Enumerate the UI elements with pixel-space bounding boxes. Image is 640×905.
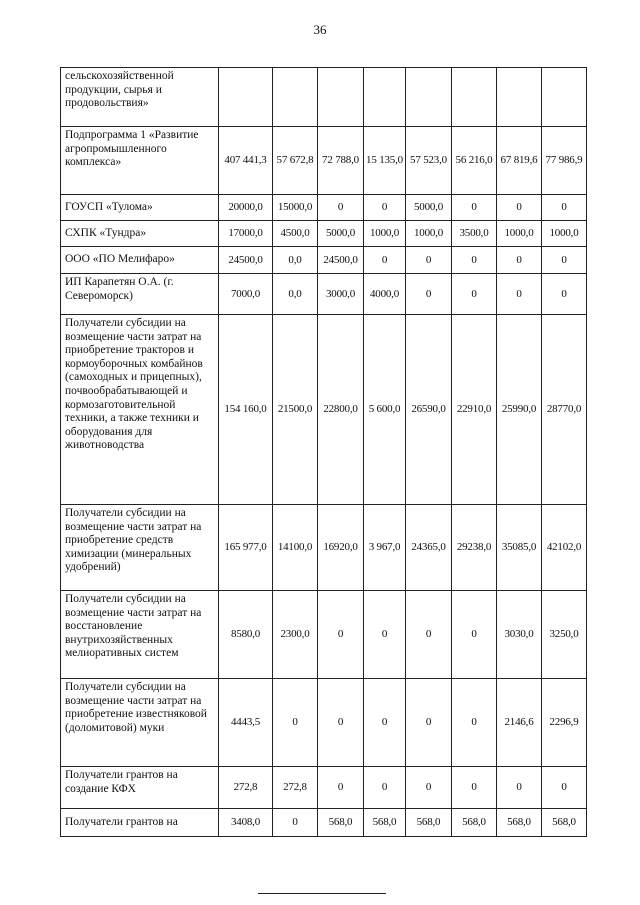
value-cell: 26590,0: [406, 315, 452, 505]
value-cell: 165 977,0: [219, 505, 273, 591]
value-cell: 29238,0: [452, 505, 497, 591]
value-cell: 22910,0: [452, 315, 497, 505]
value-cell: 3 967,0: [364, 505, 406, 591]
value-cell: 21500,0: [273, 315, 318, 505]
value-cell: [497, 68, 542, 127]
value-cell: 42102,0: [542, 505, 587, 591]
value-cell: 154 160,0: [219, 315, 273, 505]
budget-table: [60, 67, 587, 837]
value-cell: 67 819,6: [497, 127, 542, 195]
value-cell: 568,0: [497, 809, 542, 837]
value-cell: 22800,0: [318, 315, 364, 505]
row-label: Получатели грантов на: [61, 809, 219, 837]
value-cell: 0: [318, 591, 364, 679]
value-cell: 17000,0: [219, 221, 273, 247]
value-cell: 24365,0: [406, 505, 452, 591]
table-body: [61, 68, 587, 837]
value-cell: 0: [364, 591, 406, 679]
value-cell: 0: [452, 767, 497, 809]
row-label: Получатели грантов на создание КФХ: [61, 767, 219, 809]
value-cell: 3250,0: [542, 591, 587, 679]
row-label: Получатели субсидии на возмещение части затрат на приобретение известняковой (доломитовой) муки: [61, 679, 219, 767]
value-cell: 0: [452, 274, 497, 315]
row-label: Получатели субсидии на возмещение части затрат на восстановление внутрихозяйственных мелиоративных систем: [61, 591, 219, 679]
value-cell: 20000,0: [219, 195, 273, 221]
value-cell: 0: [542, 767, 587, 809]
value-cell: [318, 68, 364, 127]
value-cell: 2300,0: [273, 591, 318, 679]
value-cell: 0: [452, 591, 497, 679]
value-cell: 15 135,0: [364, 127, 406, 195]
table-row: [61, 315, 587, 505]
table-row: [61, 591, 587, 679]
value-cell: 0: [364, 767, 406, 809]
value-cell: 4000,0: [364, 274, 406, 315]
value-cell: 0: [406, 679, 452, 767]
table-row: [61, 809, 587, 837]
value-cell: 1000,0: [497, 221, 542, 247]
value-cell: 568,0: [406, 809, 452, 837]
row-label: Получатели субсидии на возмещение части затрат на приобретение средств химизации (минеральных удобрений): [61, 505, 219, 591]
row-label: ООО «ПО Мелифаро»: [61, 247, 219, 274]
table-row: [61, 221, 587, 247]
value-cell: [406, 68, 452, 127]
value-cell: 16920,0: [318, 505, 364, 591]
value-cell: 0,0: [273, 247, 318, 274]
value-cell: 0: [497, 274, 542, 315]
table-row: [61, 505, 587, 591]
page-number: 36: [313, 22, 327, 37]
value-cell: 568,0: [318, 809, 364, 837]
value-cell: 15000,0: [273, 195, 318, 221]
value-cell: 0: [318, 767, 364, 809]
value-cell: 0: [406, 247, 452, 274]
value-cell: 35085,0: [497, 505, 542, 591]
table-row: [61, 68, 587, 127]
row-label: сельскохозяйственной продукции, сырья и продовольствия»: [61, 68, 219, 127]
footer-divider: [258, 893, 386, 894]
value-cell: 0: [364, 679, 406, 767]
value-cell: 4443,5: [219, 679, 273, 767]
table-row: [61, 274, 587, 315]
value-cell: 25990,0: [497, 315, 542, 505]
row-label: Получатели субсидии на возмещение части затрат на приобретение тракторов и кормоуборочных комбайнов (самоходных и прицепных), почвообрабатывающей и кормозаготовительной техники, а также техники и оборудования для животноводства: [61, 315, 219, 505]
value-cell: 0: [542, 195, 587, 221]
value-cell: [542, 68, 587, 127]
value-cell: 2296,9: [542, 679, 587, 767]
value-cell: 0: [273, 809, 318, 837]
value-cell: 0: [452, 679, 497, 767]
value-cell: 77 986,9: [542, 127, 587, 195]
value-cell: 0: [406, 591, 452, 679]
value-cell: 1000,0: [542, 221, 587, 247]
value-cell: 0: [406, 767, 452, 809]
value-cell: [364, 68, 406, 127]
table-row: [61, 127, 587, 195]
value-cell: 0,0: [273, 274, 318, 315]
value-cell: 14100,0: [273, 505, 318, 591]
row-label: ГОУСП «Тулома»: [61, 195, 219, 221]
value-cell: 1000,0: [364, 221, 406, 247]
value-cell: [273, 68, 318, 127]
value-cell: 0: [364, 195, 406, 221]
value-cell: 4500,0: [273, 221, 318, 247]
value-cell: 24500,0: [318, 247, 364, 274]
value-cell: 56 216,0: [452, 127, 497, 195]
value-cell: 3408,0: [219, 809, 273, 837]
table-row: [61, 679, 587, 767]
table-row: [61, 247, 587, 274]
value-cell: 568,0: [364, 809, 406, 837]
value-cell: 568,0: [542, 809, 587, 837]
value-cell: 8580,0: [219, 591, 273, 679]
value-cell: [219, 68, 273, 127]
value-cell: 2146,6: [497, 679, 542, 767]
value-cell: 3000,0: [318, 274, 364, 315]
value-cell: 7000,0: [219, 274, 273, 315]
value-cell: 0: [497, 247, 542, 274]
value-cell: 5000,0: [406, 195, 452, 221]
value-cell: 0: [452, 195, 497, 221]
row-label: Подпрограмма 1 «Развитие агропромышленного комплекса»: [61, 127, 219, 195]
value-cell: 0: [406, 274, 452, 315]
value-cell: 0: [542, 247, 587, 274]
value-cell: 72 788,0: [318, 127, 364, 195]
value-cell: 1000,0: [406, 221, 452, 247]
value-cell: 3030,0: [497, 591, 542, 679]
value-cell: 5 600,0: [364, 315, 406, 505]
table-row: [61, 195, 587, 221]
table-row: [61, 767, 587, 809]
value-cell: 0: [318, 195, 364, 221]
value-cell: 57 672,8: [273, 127, 318, 195]
value-cell: 0: [497, 195, 542, 221]
value-cell: 28770,0: [542, 315, 587, 505]
value-cell: 0: [497, 767, 542, 809]
row-label: СХПК «Тундра»: [61, 221, 219, 247]
value-cell: 0: [452, 247, 497, 274]
value-cell: 24500,0: [219, 247, 273, 274]
row-label: ИП Карапетян О.А. (г. Североморск): [61, 274, 219, 315]
value-cell: 272,8: [219, 767, 273, 809]
value-cell: 0: [542, 274, 587, 315]
value-cell: 3500,0: [452, 221, 497, 247]
value-cell: 272,8: [273, 767, 318, 809]
value-cell: [452, 68, 497, 127]
value-cell: 5000,0: [318, 221, 364, 247]
value-cell: 568,0: [452, 809, 497, 837]
value-cell: 0: [273, 679, 318, 767]
value-cell: 57 523,0: [406, 127, 452, 195]
value-cell: 407 441,3: [219, 127, 273, 195]
value-cell: 0: [364, 247, 406, 274]
value-cell: 0: [318, 679, 364, 767]
